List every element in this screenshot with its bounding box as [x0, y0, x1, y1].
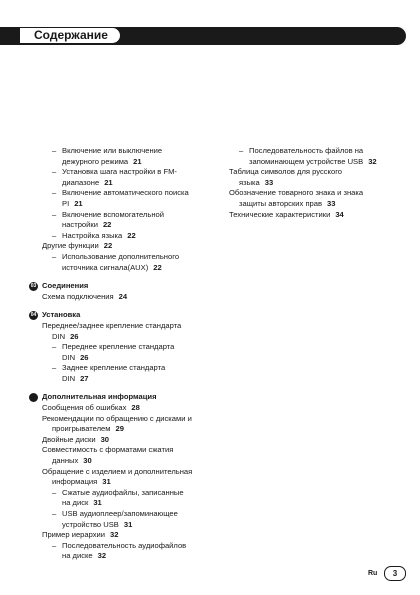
toc-entry[interactable] [42, 342, 204, 353]
toc-entry[interactable] [42, 456, 204, 467]
toc-entry[interactable] [42, 353, 204, 364]
toc-entry-text: диапазоне [62, 177, 100, 187]
toc-entry-page: 31 [123, 519, 133, 529]
toc-entry-text: Сообщения об ошибках [42, 403, 127, 413]
toc-entry-page: 29 [115, 424, 124, 434]
page-title: Содержание [20, 28, 120, 43]
toc-entry[interactable] [42, 292, 204, 303]
toc-entry-page: 22 [102, 220, 112, 230]
toc-entry-text: Установка шага настройки в FM- [62, 167, 177, 177]
section-number-badge [29, 393, 38, 402]
toc-entry-text: проигрывателем [52, 424, 111, 434]
toc-entry-page: 32 [97, 551, 107, 561]
toc-entry[interactable] [42, 551, 204, 562]
toc-entry-text: Включение вспомогательной [62, 209, 164, 219]
toc-entry-text: DIN [62, 352, 76, 362]
toc-entry-text: настройки [62, 220, 98, 230]
toc-entry[interactable] [42, 252, 204, 263]
toc-entry[interactable] [42, 467, 204, 478]
toc-entry-page: 22 [127, 230, 136, 240]
toc-entry-page: 28 [131, 403, 140, 413]
toc-entry-text: PI [62, 198, 70, 208]
toc-entry[interactable] [42, 210, 204, 221]
toc-entry[interactable] [42, 509, 204, 520]
toc-entry[interactable] [229, 210, 401, 221]
section-title: Установка [42, 310, 81, 320]
toc-entry[interactable] [42, 520, 204, 531]
toc-entry-text: языка [239, 177, 260, 187]
toc-entry-text: Таблица символов для русского [229, 167, 343, 177]
toc-entry[interactable] [42, 374, 204, 385]
toc-entry[interactable] [42, 188, 204, 199]
toc-entry[interactable] [42, 178, 204, 189]
toc-entry[interactable] [42, 488, 204, 499]
section-title: Дополнительная информация [42, 392, 157, 402]
toc-entry-text: DIN [52, 331, 66, 341]
toc-entry-text: Рекомендации по обращению с дисками и [42, 413, 192, 423]
toc-right-column [229, 146, 401, 220]
toc-entry-text: DIN [62, 373, 76, 383]
toc-section-heading [42, 392, 204, 403]
toc-left-column [30, 146, 204, 562]
toc-entry-text: данных [52, 456, 79, 466]
toc-entry-text: Другие функции [42, 241, 99, 251]
toc-entry-page: 34 [335, 209, 344, 219]
toc-entry-text: Обозначение товарного знака и знака [229, 188, 364, 198]
toc-entry[interactable] [42, 263, 204, 274]
toc-entry-text: Двойные диски [42, 434, 96, 444]
section-title: Соединения [42, 281, 89, 291]
toc-entry-page: 32 [110, 530, 119, 540]
toc-entry-text: информация [52, 477, 98, 487]
toc-entry[interactable] [42, 363, 204, 374]
toc-entry-text: Пример иерархии [42, 530, 106, 540]
toc-entry-page: 22 [103, 241, 113, 251]
toc-entry-page: 26 [70, 331, 79, 341]
toc-entry[interactable] [229, 178, 401, 189]
toc-entry-text: Заднее крепление стандарта [62, 363, 166, 373]
toc-entry-page: 33 [327, 198, 336, 208]
toc-entry[interactable] [42, 477, 204, 488]
toc-entry-text: Использование дополнительного [62, 251, 180, 261]
toc-section-heading [30, 310, 204, 321]
toc-entry-text: Включение автоматического поиска [62, 188, 189, 198]
toc-entry[interactable] [42, 220, 204, 231]
toc-entry[interactable] [42, 530, 204, 541]
toc-entry[interactable] [42, 414, 204, 425]
page-number: 3 [384, 566, 406, 581]
toc-entry[interactable] [42, 445, 204, 456]
toc-entry[interactable] [42, 541, 204, 552]
toc-entry[interactable] [42, 321, 204, 332]
toc-entry-text: на диске [62, 551, 93, 561]
toc-entry[interactable] [229, 167, 401, 178]
toc-entry-page: 33 [264, 177, 274, 187]
toc-entry-page: 21 [104, 177, 113, 187]
toc-entry-text: запоминающем устройстве USB [249, 156, 364, 166]
toc-entry-text: Обращение с изделием и дополнительная [42, 466, 193, 476]
toc-entry-page: 30 [100, 434, 110, 444]
toc-entry-text: Совместимость с форматами сжатия [42, 445, 174, 455]
toc-entry[interactable] [42, 241, 204, 252]
section-number-badge: 04 [30, 312, 37, 319]
toc-entry-page: 22 [153, 262, 162, 272]
toc-entry[interactable] [42, 167, 204, 178]
toc-entry-text: источника сигнала(AUX) [62, 262, 149, 272]
toc-entry-text: Включение или выключение [62, 146, 163, 155]
toc-entry-text: дежурного режима [62, 156, 129, 166]
toc-entry-page: 31 [102, 477, 111, 487]
toc-entry[interactable] [42, 403, 204, 414]
toc-entry[interactable] [229, 157, 401, 168]
toc-entry-text: Переднее крепление стандарта [62, 342, 175, 352]
toc-entry-text: устройство USB [62, 519, 119, 529]
toc-entry-page: 32 [368, 156, 377, 166]
toc-entry-text: Последовательность аудиофайлов [62, 540, 187, 550]
toc-entry-page: 26 [80, 352, 89, 362]
language-code: Ru [368, 570, 378, 577]
toc-entry-text: Настройка языка [62, 230, 123, 240]
toc-entry[interactable] [42, 332, 204, 343]
toc-entry-page: 31 [93, 498, 102, 508]
toc-entry-text: Схема подключения [42, 291, 114, 301]
toc-entry[interactable] [229, 188, 401, 199]
toc-entry-page: 27 [80, 373, 89, 383]
toc-entry-text: USB аудиоплеер/запоминающее [62, 509, 178, 518]
section-number-badge: 03 [30, 283, 37, 290]
toc-entry-page: 24 [118, 291, 128, 301]
toc-entry[interactable] [42, 146, 204, 157]
toc-entry[interactable] [42, 435, 204, 446]
toc-entry-text: защиты авторских прав [239, 198, 323, 208]
toc-entry-text: Сжатые аудиофайлы, записанные [62, 487, 184, 497]
toc-entry[interactable] [229, 146, 401, 157]
toc-entry-page: 21 [74, 198, 83, 208]
toc-entry[interactable] [42, 199, 204, 210]
toc-entry[interactable] [42, 231, 204, 242]
toc-entry-text: на диск [62, 498, 89, 508]
toc-entry-text: Технические характеристики [229, 209, 331, 219]
toc-entry-text: Последовательность файлов на [249, 146, 364, 155]
toc-entry[interactable] [42, 424, 204, 435]
toc-entry-text: Переднее/заднее крепление стандарта [42, 320, 182, 330]
toc-entry[interactable] [229, 199, 401, 210]
page-header-bar [0, 27, 406, 45]
toc-entry[interactable] [42, 157, 204, 168]
toc-section-heading [30, 281, 204, 292]
toc-entry-page: 21 [133, 156, 142, 166]
toc-entry-page: 30 [83, 456, 92, 466]
toc-entry[interactable] [42, 498, 204, 509]
